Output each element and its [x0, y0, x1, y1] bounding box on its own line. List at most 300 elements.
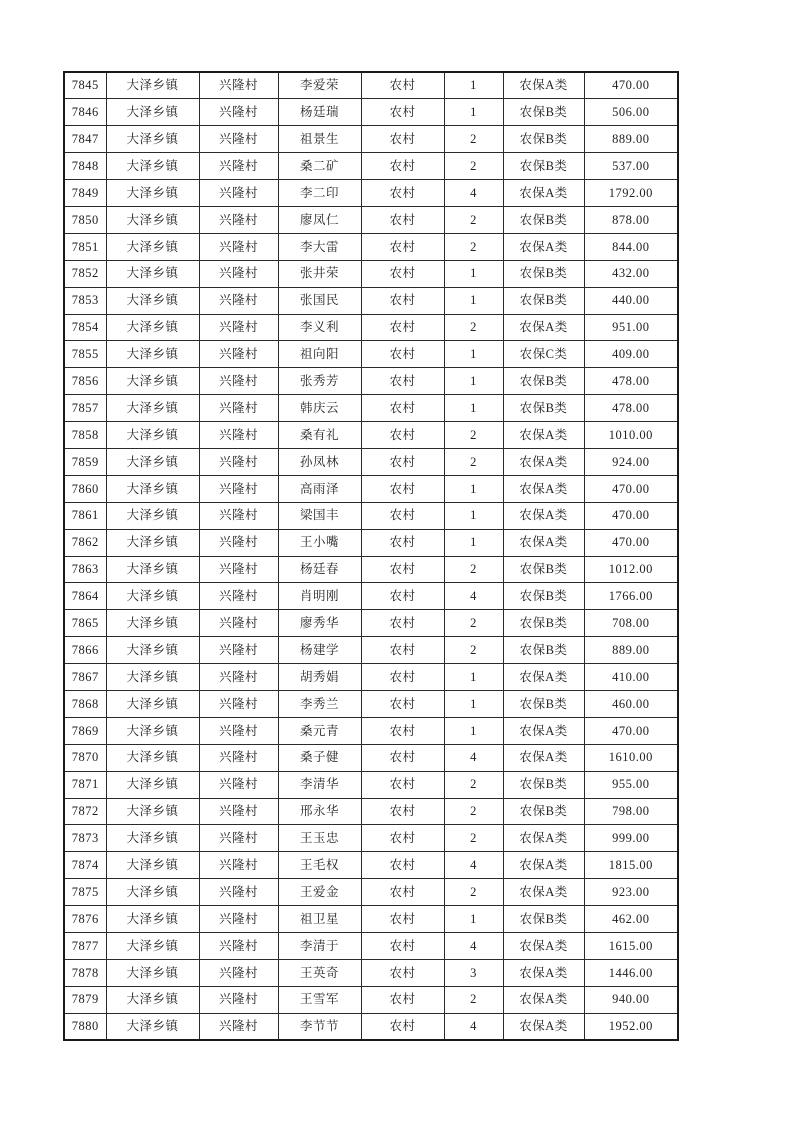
cell-insurance-category: 农保B类: [503, 368, 584, 395]
cell-amount: 798.00: [584, 798, 678, 825]
table-row: [64, 556, 678, 583]
cell-person-name: 李大雷: [278, 233, 361, 260]
cell-person-name: 李节节: [278, 1013, 361, 1040]
cell-village: 兴隆村: [199, 422, 278, 449]
cell-residence-type: 农村: [361, 852, 444, 879]
cell-residence-type: 农村: [361, 771, 444, 798]
cell-village: 兴隆村: [199, 717, 278, 744]
cell-township: 大泽乡镇: [106, 180, 199, 207]
cell-amount: 1792.00: [584, 180, 678, 207]
cell-amount: 470.00: [584, 72, 678, 99]
cell-person-count: 1: [444, 72, 503, 99]
cell-person-count: 1: [444, 906, 503, 933]
cell-township: 大泽乡镇: [106, 368, 199, 395]
cell-person-count: 1: [444, 260, 503, 287]
cell-insurance-category: 农保B类: [503, 771, 584, 798]
cell-person-count: 2: [444, 314, 503, 341]
cell-person-count: 2: [444, 771, 503, 798]
table-row: [64, 206, 678, 233]
cell-person-count: 1: [444, 287, 503, 314]
table-row: [64, 610, 678, 637]
cell-village: 兴隆村: [199, 771, 278, 798]
cell-insurance-category: 农保A类: [503, 502, 584, 529]
cell-serial-number: 7851: [64, 233, 106, 260]
cell-person-name: 杨廷春: [278, 556, 361, 583]
cell-insurance-category: 农保A类: [503, 986, 584, 1013]
cell-residence-type: 农村: [361, 529, 444, 556]
cell-residence-type: 农村: [361, 610, 444, 637]
cell-person-count: 1: [444, 368, 503, 395]
cell-amount: 1615.00: [584, 933, 678, 960]
cell-person-count: 2: [444, 798, 503, 825]
cell-person-name: 张井荣: [278, 260, 361, 287]
cell-residence-type: 农村: [361, 341, 444, 368]
cell-person-name: 杨建学: [278, 637, 361, 664]
table-row: [64, 233, 678, 260]
cell-serial-number: 7863: [64, 556, 106, 583]
cell-serial-number: 7857: [64, 395, 106, 422]
cell-person-name: 王爱金: [278, 879, 361, 906]
cell-residence-type: 农村: [361, 637, 444, 664]
cell-serial-number: 7878: [64, 959, 106, 986]
cell-township: 大泽乡镇: [106, 933, 199, 960]
cell-insurance-category: 农保A类: [503, 664, 584, 691]
cell-village: 兴隆村: [199, 690, 278, 717]
roster-table: [63, 71, 679, 1041]
cell-amount: 889.00: [584, 637, 678, 664]
cell-person-name: 李清于: [278, 933, 361, 960]
cell-residence-type: 农村: [361, 206, 444, 233]
cell-insurance-category: 农保B类: [503, 99, 584, 126]
table-row: [64, 906, 678, 933]
cell-insurance-category: 农保A类: [503, 717, 584, 744]
cell-person-name: 王毛权: [278, 852, 361, 879]
cell-residence-type: 农村: [361, 395, 444, 422]
cell-person-name: 桑二矿: [278, 153, 361, 180]
cell-person-name: 胡秀娟: [278, 664, 361, 691]
cell-amount: 889.00: [584, 126, 678, 153]
cell-residence-type: 农村: [361, 233, 444, 260]
cell-person-count: 1: [444, 341, 503, 368]
cell-residence-type: 农村: [361, 287, 444, 314]
cell-serial-number: 7852: [64, 260, 106, 287]
cell-serial-number: 7854: [64, 314, 106, 341]
cell-insurance-category: 农保A类: [503, 233, 584, 260]
cell-township: 大泽乡镇: [106, 153, 199, 180]
cell-amount: 460.00: [584, 690, 678, 717]
cell-residence-type: 农村: [361, 717, 444, 744]
cell-person-count: 4: [444, 1013, 503, 1040]
cell-serial-number: 7845: [64, 72, 106, 99]
cell-person-count: 2: [444, 610, 503, 637]
table-row: [64, 529, 678, 556]
cell-amount: 1610.00: [584, 744, 678, 771]
table-row: [64, 879, 678, 906]
cell-person-count: 1: [444, 664, 503, 691]
cell-residence-type: 农村: [361, 1013, 444, 1040]
table-row: [64, 99, 678, 126]
cell-amount: 410.00: [584, 664, 678, 691]
cell-residence-type: 农村: [361, 556, 444, 583]
cell-serial-number: 7874: [64, 852, 106, 879]
cell-serial-number: 7879: [64, 986, 106, 1013]
cell-serial-number: 7860: [64, 475, 106, 502]
cell-amount: 470.00: [584, 475, 678, 502]
cell-amount: 940.00: [584, 986, 678, 1013]
cell-residence-type: 农村: [361, 153, 444, 180]
cell-person-name: 桑子健: [278, 744, 361, 771]
table-row: [64, 314, 678, 341]
cell-serial-number: 7853: [64, 287, 106, 314]
cell-person-count: 2: [444, 986, 503, 1013]
table-row: [64, 717, 678, 744]
cell-residence-type: 农村: [361, 744, 444, 771]
cell-village: 兴隆村: [199, 798, 278, 825]
cell-village: 兴隆村: [199, 368, 278, 395]
cell-township: 大泽乡镇: [106, 906, 199, 933]
cell-residence-type: 农村: [361, 368, 444, 395]
cell-insurance-category: 农保B类: [503, 126, 584, 153]
cell-township: 大泽乡镇: [106, 502, 199, 529]
cell-township: 大泽乡镇: [106, 206, 199, 233]
cell-township: 大泽乡镇: [106, 610, 199, 637]
cell-residence-type: 农村: [361, 502, 444, 529]
table-row: [64, 260, 678, 287]
cell-serial-number: 7872: [64, 798, 106, 825]
cell-village: 兴隆村: [199, 744, 278, 771]
cell-amount: 440.00: [584, 287, 678, 314]
table-row: [64, 664, 678, 691]
cell-serial-number: 7873: [64, 825, 106, 852]
cell-village: 兴隆村: [199, 637, 278, 664]
cell-insurance-category: 农保A类: [503, 852, 584, 879]
cell-insurance-category: 农保A类: [503, 180, 584, 207]
cell-person-count: 2: [444, 448, 503, 475]
cell-person-name: 李清华: [278, 771, 361, 798]
cell-insurance-category: 农保B类: [503, 153, 584, 180]
cell-residence-type: 农村: [361, 879, 444, 906]
cell-residence-type: 农村: [361, 260, 444, 287]
cell-village: 兴隆村: [199, 986, 278, 1013]
cell-amount: 1952.00: [584, 1013, 678, 1040]
cell-township: 大泽乡镇: [106, 825, 199, 852]
cell-insurance-category: 农保A类: [503, 879, 584, 906]
cell-amount: 1766.00: [584, 583, 678, 610]
cell-person-name: 高雨泽: [278, 475, 361, 502]
table-row: [64, 690, 678, 717]
cell-amount: 470.00: [584, 502, 678, 529]
cell-residence-type: 农村: [361, 314, 444, 341]
cell-insurance-category: 农保A类: [503, 529, 584, 556]
cell-amount: 924.00: [584, 448, 678, 475]
cell-village: 兴隆村: [199, 126, 278, 153]
cell-insurance-category: 农保B类: [503, 260, 584, 287]
roster-table-body: [64, 72, 678, 1040]
cell-person-name: 王小嘴: [278, 529, 361, 556]
cell-serial-number: 7865: [64, 610, 106, 637]
table-row: [64, 72, 678, 99]
cell-person-name: 李二印: [278, 180, 361, 207]
cell-person-count: 1: [444, 529, 503, 556]
cell-person-name: 祖卫星: [278, 906, 361, 933]
cell-amount: 844.00: [584, 233, 678, 260]
cell-insurance-category: 农保A类: [503, 72, 584, 99]
cell-person-name: 杨廷瑞: [278, 99, 361, 126]
cell-residence-type: 农村: [361, 99, 444, 126]
cell-person-count: 4: [444, 583, 503, 610]
cell-serial-number: 7864: [64, 583, 106, 610]
cell-insurance-category: 农保A类: [503, 744, 584, 771]
cell-person-name: 李秀兰: [278, 690, 361, 717]
cell-insurance-category: 农保B类: [503, 287, 584, 314]
table-row: [64, 395, 678, 422]
cell-person-count: 1: [444, 475, 503, 502]
cell-amount: 462.00: [584, 906, 678, 933]
cell-person-name: 李义利: [278, 314, 361, 341]
cell-township: 大泽乡镇: [106, 690, 199, 717]
cell-person-count: 3: [444, 959, 503, 986]
table-row: [64, 180, 678, 207]
cell-person-count: 1: [444, 99, 503, 126]
cell-amount: 1012.00: [584, 556, 678, 583]
cell-person-count: 1: [444, 502, 503, 529]
table-row: [64, 771, 678, 798]
cell-residence-type: 农村: [361, 180, 444, 207]
cell-serial-number: 7847: [64, 126, 106, 153]
cell-amount: 478.00: [584, 368, 678, 395]
cell-person-count: 4: [444, 933, 503, 960]
cell-person-count: 2: [444, 637, 503, 664]
cell-person-count: 2: [444, 153, 503, 180]
cell-insurance-category: 农保A类: [503, 825, 584, 852]
cell-village: 兴隆村: [199, 260, 278, 287]
cell-village: 兴隆村: [199, 341, 278, 368]
table-row: [64, 1013, 678, 1040]
cell-serial-number: 7856: [64, 368, 106, 395]
cell-insurance-category: 农保B类: [503, 798, 584, 825]
cell-village: 兴隆村: [199, 556, 278, 583]
cell-township: 大泽乡镇: [106, 1013, 199, 1040]
cell-residence-type: 农村: [361, 933, 444, 960]
cell-insurance-category: 农保A类: [503, 933, 584, 960]
cell-amount: 1010.00: [584, 422, 678, 449]
cell-village: 兴隆村: [199, 448, 278, 475]
cell-person-name: 祖向阳: [278, 341, 361, 368]
cell-residence-type: 农村: [361, 798, 444, 825]
cell-village: 兴隆村: [199, 825, 278, 852]
table-row: [64, 126, 678, 153]
cell-serial-number: 7859: [64, 448, 106, 475]
cell-township: 大泽乡镇: [106, 556, 199, 583]
cell-serial-number: 7875: [64, 879, 106, 906]
cell-insurance-category: 农保A类: [503, 422, 584, 449]
table-row: [64, 933, 678, 960]
cell-amount: 470.00: [584, 529, 678, 556]
cell-serial-number: 7862: [64, 529, 106, 556]
cell-village: 兴隆村: [199, 879, 278, 906]
cell-person-count: 2: [444, 825, 503, 852]
cell-person-count: 4: [444, 852, 503, 879]
cell-person-name: 王雪军: [278, 986, 361, 1013]
table-row: [64, 825, 678, 852]
cell-village: 兴隆村: [199, 153, 278, 180]
cell-person-count: 2: [444, 233, 503, 260]
cell-village: 兴隆村: [199, 475, 278, 502]
table-row: [64, 852, 678, 879]
cell-township: 大泽乡镇: [106, 717, 199, 744]
cell-person-name: 王英奇: [278, 959, 361, 986]
table-row: [64, 287, 678, 314]
cell-amount: 470.00: [584, 717, 678, 744]
cell-person-name: 桑元青: [278, 717, 361, 744]
cell-township: 大泽乡镇: [106, 959, 199, 986]
cell-village: 兴隆村: [199, 906, 278, 933]
cell-township: 大泽乡镇: [106, 583, 199, 610]
cell-insurance-category: 农保A类: [503, 475, 584, 502]
cell-person-name: 韩庆云: [278, 395, 361, 422]
cell-amount: 506.00: [584, 99, 678, 126]
cell-township: 大泽乡镇: [106, 126, 199, 153]
cell-residence-type: 农村: [361, 959, 444, 986]
cell-serial-number: 7876: [64, 906, 106, 933]
cell-village: 兴隆村: [199, 664, 278, 691]
cell-person-count: 2: [444, 126, 503, 153]
cell-amount: 537.00: [584, 153, 678, 180]
cell-amount: 409.00: [584, 341, 678, 368]
cell-serial-number: 7850: [64, 206, 106, 233]
cell-person-name: 梁国丰: [278, 502, 361, 529]
cell-amount: 478.00: [584, 395, 678, 422]
cell-township: 大泽乡镇: [106, 798, 199, 825]
cell-village: 兴隆村: [199, 99, 278, 126]
cell-insurance-category: 农保A类: [503, 448, 584, 475]
cell-amount: 999.00: [584, 825, 678, 852]
cell-residence-type: 农村: [361, 986, 444, 1013]
cell-township: 大泽乡镇: [106, 341, 199, 368]
table-row: [64, 986, 678, 1013]
cell-insurance-category: 农保A类: [503, 314, 584, 341]
cell-insurance-category: 农保C类: [503, 341, 584, 368]
cell-residence-type: 农村: [361, 448, 444, 475]
cell-person-name: 祖景生: [278, 126, 361, 153]
cell-township: 大泽乡镇: [106, 529, 199, 556]
cell-amount: 1815.00: [584, 852, 678, 879]
cell-insurance-category: 农保B类: [503, 637, 584, 664]
cell-person-name: 廖凤仁: [278, 206, 361, 233]
cell-township: 大泽乡镇: [106, 422, 199, 449]
cell-insurance-category: 农保B类: [503, 395, 584, 422]
cell-township: 大泽乡镇: [106, 475, 199, 502]
cell-village: 兴隆村: [199, 180, 278, 207]
cell-township: 大泽乡镇: [106, 233, 199, 260]
table-row: [64, 637, 678, 664]
cell-serial-number: 7848: [64, 153, 106, 180]
cell-township: 大泽乡镇: [106, 986, 199, 1013]
cell-village: 兴隆村: [199, 610, 278, 637]
cell-insurance-category: 农保B类: [503, 206, 584, 233]
cell-township: 大泽乡镇: [106, 664, 199, 691]
cell-person-count: 2: [444, 206, 503, 233]
cell-amount: 432.00: [584, 260, 678, 287]
table-row: [64, 744, 678, 771]
cell-person-name: 桑有礼: [278, 422, 361, 449]
cell-serial-number: 7858: [64, 422, 106, 449]
cell-township: 大泽乡镇: [106, 260, 199, 287]
cell-township: 大泽乡镇: [106, 637, 199, 664]
cell-village: 兴隆村: [199, 529, 278, 556]
cell-insurance-category: 农保A类: [503, 959, 584, 986]
cell-township: 大泽乡镇: [106, 72, 199, 99]
cell-amount: 951.00: [584, 314, 678, 341]
cell-serial-number: 7861: [64, 502, 106, 529]
cell-township: 大泽乡镇: [106, 395, 199, 422]
cell-township: 大泽乡镇: [106, 879, 199, 906]
cell-serial-number: 7869: [64, 717, 106, 744]
table-row: [64, 502, 678, 529]
cell-person-name: 邢永华: [278, 798, 361, 825]
cell-amount: 955.00: [584, 771, 678, 798]
cell-serial-number: 7867: [64, 664, 106, 691]
cell-person-name: 王玉忠: [278, 825, 361, 852]
cell-person-count: 1: [444, 690, 503, 717]
cell-serial-number: 7870: [64, 744, 106, 771]
cell-village: 兴隆村: [199, 287, 278, 314]
cell-serial-number: 7868: [64, 690, 106, 717]
cell-person-count: 4: [444, 180, 503, 207]
cell-residence-type: 农村: [361, 583, 444, 610]
cell-village: 兴隆村: [199, 852, 278, 879]
cell-village: 兴隆村: [199, 502, 278, 529]
cell-person-count: 1: [444, 395, 503, 422]
cell-serial-number: 7871: [64, 771, 106, 798]
cell-person-name: 廖秀华: [278, 610, 361, 637]
cell-amount: 923.00: [584, 879, 678, 906]
cell-township: 大泽乡镇: [106, 744, 199, 771]
cell-person-count: 1: [444, 717, 503, 744]
cell-person-name: 张国民: [278, 287, 361, 314]
cell-insurance-category: 农保B类: [503, 690, 584, 717]
cell-insurance-category: 农保B类: [503, 610, 584, 637]
cell-amount: 1446.00: [584, 959, 678, 986]
cell-person-count: 2: [444, 556, 503, 583]
cell-village: 兴隆村: [199, 959, 278, 986]
cell-serial-number: 7849: [64, 180, 106, 207]
cell-township: 大泽乡镇: [106, 99, 199, 126]
cell-person-count: 4: [444, 744, 503, 771]
table-row: [64, 798, 678, 825]
cell-township: 大泽乡镇: [106, 314, 199, 341]
cell-residence-type: 农村: [361, 664, 444, 691]
cell-township: 大泽乡镇: [106, 852, 199, 879]
table-row: [64, 341, 678, 368]
cell-village: 兴隆村: [199, 206, 278, 233]
table-row: [64, 475, 678, 502]
table-row: [64, 448, 678, 475]
cell-township: 大泽乡镇: [106, 287, 199, 314]
cell-serial-number: 7866: [64, 637, 106, 664]
cell-residence-type: 农村: [361, 690, 444, 717]
cell-person-count: 2: [444, 422, 503, 449]
cell-amount: 878.00: [584, 206, 678, 233]
cell-residence-type: 农村: [361, 126, 444, 153]
table-row: [64, 422, 678, 449]
cell-person-name: 李爱荣: [278, 72, 361, 99]
cell-serial-number: 7855: [64, 341, 106, 368]
cell-serial-number: 7877: [64, 933, 106, 960]
cell-insurance-category: 农保B类: [503, 906, 584, 933]
cell-amount: 708.00: [584, 610, 678, 637]
cell-insurance-category: 农保A类: [503, 1013, 584, 1040]
